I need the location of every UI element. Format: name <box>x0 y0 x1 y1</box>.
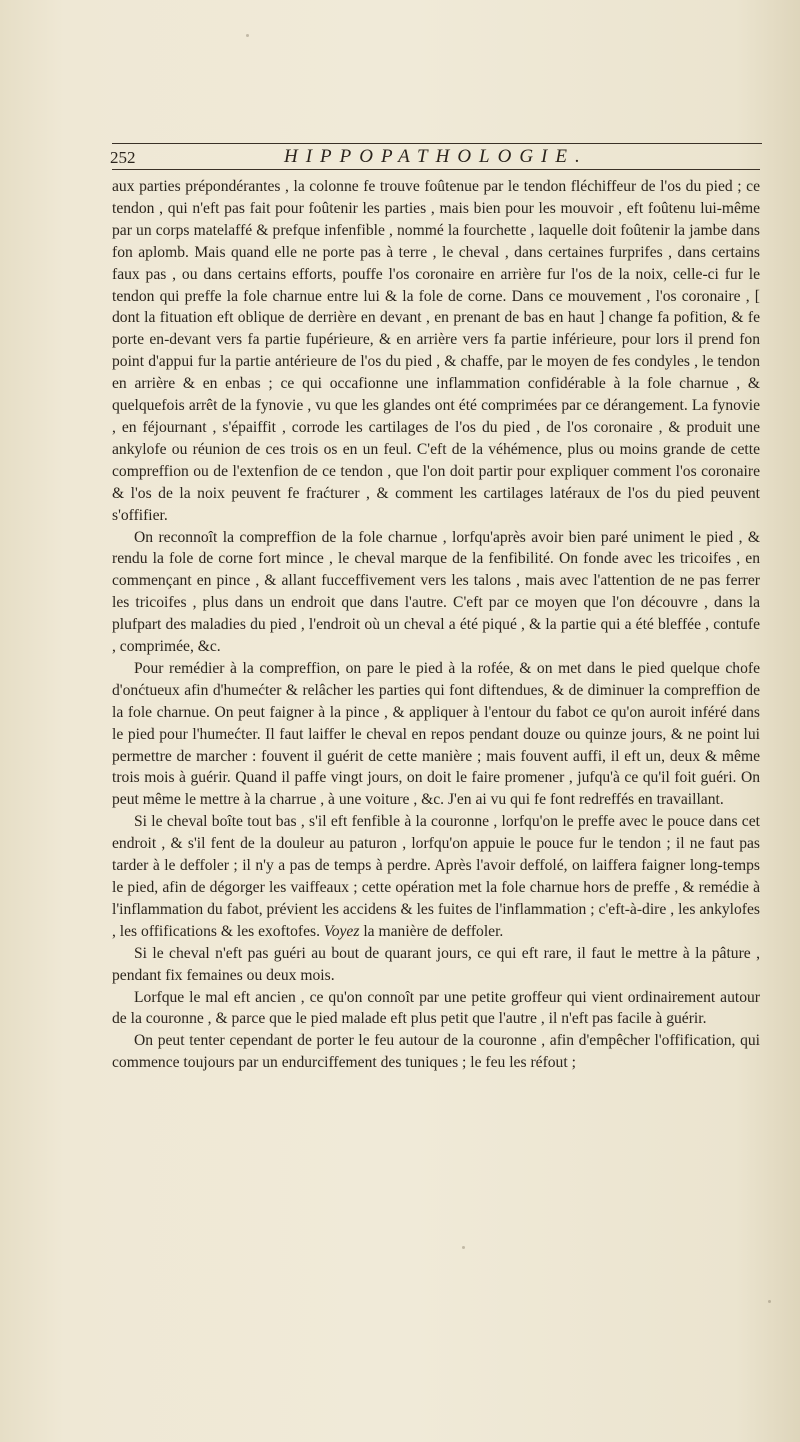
paragraph-2: On reconnoît la compreffion de la fole charnue , lorfqu'après avoir bien paré uniment le pied , & rendu la fole de corne fort mince , le cheval marque de la fenfibilité. On fonde avec les tricoifes , en commençant en pince , & allant fucceffivement vers les talons , mais avec l'attention de ne pas ferrer les tricoifes , plus dans un endroit que dans l'autre. C'eft par ce moyen que l'on découvre , dans la plufpart des maladies du pied , l'endroit où un cheval a été piqué , & la partie qui a été bleffée , contufe , comprimée, &c. <box>112 528 760 656</box>
header-rule-bottom <box>112 169 760 170</box>
paragraph-4-text: Si le cheval boîte tout bas , s'il eft fenfible à la couronne , lorfqu'on le preffe avec le pouce dans cet endroit , & s'il fent de la douleur au paturon , lorfqu'on appuie le pouce fur le tendon ; il ne faut pas tarder à le deffoler ; il n'y a pas de temps à perdre. Après l'avoir deffolé, on laiffera faigner long-temps le pied, afin de dégorger les vaiffeaux ; cette opération met la fole charnue hors de preffe , & remédie à l'inflammation du fabot, prévient les accidens & les fuites de l'inflammation ; c'eft-à-dire , les ankylofes , les offifications & les exoftofes. <box>112 813 760 940</box>
paragraph-1: aux parties prépondérantes , la colonne fe trouve foûtenue par le tendon fléchiffeur de l'os du pied ; ce tendon , qui n'eft pas fait pour foûtenir les parties , mais bien pour les mouvoir , eft foûtenu lui-même par un corps matelaffé & prefque infenfible , nommé la fourchette , laquelle doit foûtenir la jambe dans fon aplomb. Mais quand elle ne porte pas à terre , le cheval , dans certaines furprifes , dans certains faux pas , ou dans certains efforts, pouffe l'os coronaire en arrière fur l'os de la noix, celle-ci fur le tendon qui preffe la fole charnue entre lui & la fole de corne. Dans ce mouvement , l'os coronaire , [ dont la fituation eft oblique de derrière en devant , en prenant de bas en haut ] change fa pofition, & fe porte en-devant vers fa partie fupérieure, & en arrière vers fa partie inférieure, pour lors il prend fon point d'appui fur la partie antérieure de l'os du pied , & chaffe, par le moyen de fes condyles , le tendon en arrière & en enbas ; ce qui occafionne une inflammation confidérable à la fole charnue , & quelquefois arrêt de la fynovie , vu que les glandes ont été comprimées par ce dérangement. La fynovie , en féjournant , s'épaiffit , corrode les cartilages de l'os du pied , de l'os coronaire , & produit une ankylofe ou réunion de ces trois os en un feul. C'eft de la véhémence, plus ou moins grande de cette compreffion ou de l'extenfion de ce tendon , que l'on doit partir pour expliquer comment l'os coronaire & l'os de la noix peuvent fe fraćturer , & comment les cartilages latéraux de l'os du pied peuvent s'offifier. <box>112 178 760 524</box>
page-number: 252 <box>110 148 136 167</box>
header-rule-top <box>112 143 762 144</box>
running-title: HIPPOPATHOLOGIE. <box>284 146 588 167</box>
paper-speck <box>246 34 249 37</box>
paragraph-4 <box>112 811 760 942</box>
voyez-label: Voyez <box>323 922 360 940</box>
paragraph-7: On peut tenter cependant de porter le feu autour de la couronne , afin d'empêcher l'offification, qui commence toujours par un endurciffement des tuniques ; le feu les réfout ; <box>112 1032 760 1072</box>
body-text <box>112 176 760 1074</box>
paragraph-3: Pour remédier à la compreffion, on pare le pied à la rofée, & on met dans le pied quelque chofe d'onćtueux afin d'humećter & relâcher les parties qui font diftendues, & de diminuer la compreffion de la fole charnue. On peut faigner à la pince , & appliquer à l'entour du fabot ce qu'on auroit inféré dans le pied pour l'humećter. Il faut laiffer le cheval en repos pendant douze ou quinze jours, & ne point lui permettre de marcher : fouvent il guérit de cette manière ; mais fouvent auffi, il eft un, deux & même trois mois à guérir. Quand il paffe vingt jours, on doit le faire promener , jufqu'à ce qu'il foit guéri. On peut même le mettre à la charrue , à une voiture , &c. J'en ai vu qui fe font redreffés en travaillant. <box>112 659 760 809</box>
paper-speck <box>462 1246 465 1249</box>
voyez-tail: la manière de deffoler. <box>359 922 504 940</box>
paragraph-6: Lorfque le mal eft ancien , ce qu'on connoît par une petite groffeur qui vient ordinairement autour de la couronne , & parce que le pied malade eft plus petit que l'autre , il n'eft pas facile à guérir. <box>112 988 760 1028</box>
paper-speck <box>768 1300 771 1303</box>
paragraph-5: Si le cheval n'eft pas guéri au bout de quarant jours, ce qui eft rare, il faut le mettre à la pâture , pendant fix femaines ou deux mois. <box>112 944 760 984</box>
